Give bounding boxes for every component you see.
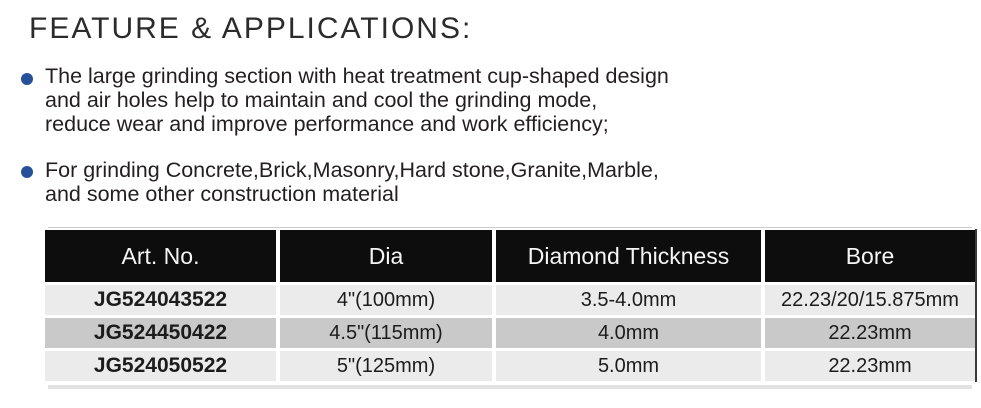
table-cell-dia: 4"(100mm) (280, 285, 492, 315)
table-header-art-no: Art. No. (45, 230, 276, 282)
table-cell-art-no: JG524050522 (45, 351, 276, 381)
feature-bullet-1-line-1: The large grinding section with heat treatment cup-shaped design (45, 64, 669, 88)
table-cell-dia: 5"(125mm) (280, 351, 492, 381)
feature-bullet-2 (45, 158, 659, 206)
page-title: FEATURE & APPLICATIONS: (29, 12, 473, 45)
table-cell-bore: 22.23mm (765, 318, 975, 348)
table-cell-diamond-thickness: 5.0mm (496, 351, 761, 381)
table-cell-art-no: JG524450422 (45, 318, 276, 348)
table-right-border (975, 229, 977, 382)
table-cell-bore: 22.23mm (765, 351, 975, 381)
feature-bullet-2-line-1: For grinding Concrete,Brick,Masonry,Hard stone,Granite,Marble, (45, 158, 659, 182)
feature-bullet-1 (45, 64, 669, 136)
table-header-dia: Dia (280, 230, 492, 282)
table-cell-bore: 22.23/20/15.875mm (765, 285, 975, 315)
table-header-diamond-thickness: Diamond Thickness (496, 230, 761, 282)
spec-table (45, 230, 975, 381)
table-cell-art-no: JG524043522 (45, 285, 276, 315)
table-cell-diamond-thickness: 3.5-4.0mm (496, 285, 761, 315)
feature-bullet-1-line-3: reduce wear and improve performance and work efficiency; (45, 112, 609, 136)
bullet-icon (21, 73, 33, 85)
table-header-bore: Bore (765, 230, 975, 282)
table-bottom-border (48, 385, 972, 389)
feature-bullet-2-line-2: and some other construction material (45, 182, 399, 206)
table-cell-dia: 4.5"(115mm) (280, 318, 492, 348)
feature-bullet-1-line-2: and air holes help to maintain and cool the grinding mode, (45, 88, 598, 112)
bullet-icon (21, 166, 33, 178)
table-top-border (48, 227, 972, 228)
table-cell-diamond-thickness: 4.0mm (496, 318, 761, 348)
